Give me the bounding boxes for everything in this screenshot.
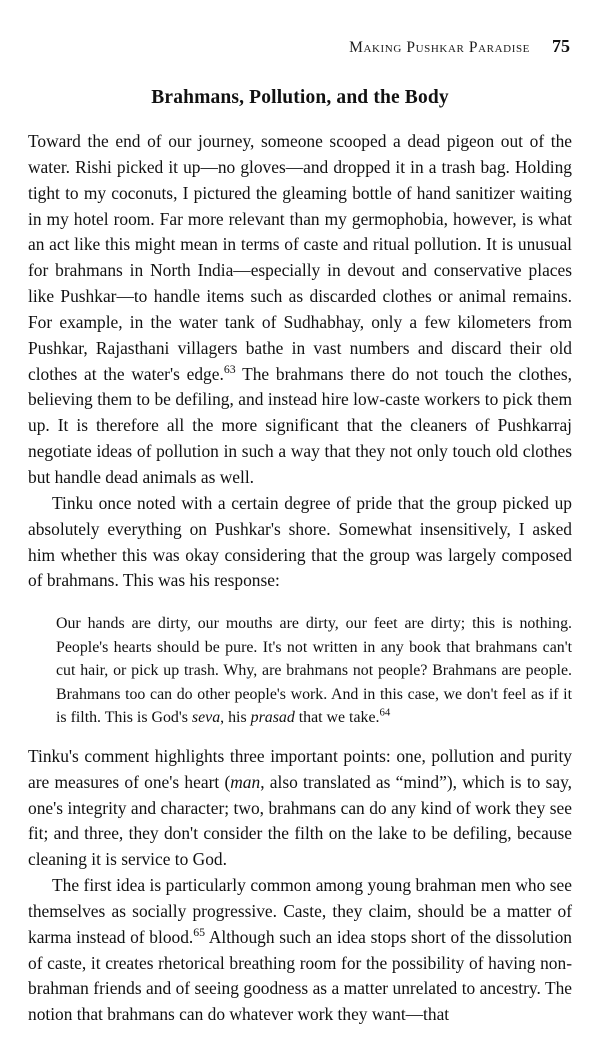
paragraph-4: [28, 873, 572, 1028]
section-title: Brahmans, Pollution, and the Body: [151, 87, 449, 108]
paragraph-3-part-b: , also translated as “mind”), which is to say, one's integrity and character; two, brahmans can do any kind of work they see fit; and three, they don't consider the filth on the lake to be defiling, because cleaning it is service to God.: [28, 771, 572, 870]
running-head: [28, 36, 570, 57]
paragraph-1-continued: The brahmans there do not touch the clothes, believing them to be defiling, and instead hire low-caste workers to pick them up. It is therefore all the more significant that the cleaners of Pushkarraj negotiate ideas of pollution in such a way that they not only touch old clothes but handle dead animals as well.: [28, 363, 572, 487]
footnote-marker-63: 63: [223, 361, 236, 376]
paragraph-3-emphasis-man: man: [230, 771, 261, 792]
block-quote-emphasis-seva: seva: [191, 709, 221, 727]
block-quote-part-c: that we take.: [294, 709, 380, 727]
paragraph-3-part-a: Tinku's comment highlights three important points: one, pollution and purity are measures of one's heart (: [28, 745, 572, 792]
block-quote-part-b: , his: [220, 709, 251, 727]
book-page: [0, 36, 600, 1057]
page-number: 75: [552, 36, 570, 56]
paragraph-1: [28, 129, 572, 491]
block-quote-text: [56, 612, 572, 730]
paragraph-4-part-a: The first idea is particularly common among young brahman men who see themselves as socially progressive. Caste, they claim, should be a matter of karma instead of blood.: [28, 875, 572, 947]
block-quote: [28, 612, 572, 730]
block-quote-part-a: Our hands are dirty, our mouths are dirty, our feet are dirty; this is nothing. People's hearts should be pure. It's not written in any book that brahmans can't cut hair, or pick up trash. Why, are brahmans not people? Brahmans are people. Brahmans too can do other people's work. And in this case, we don't feel as if it is filth. This is God's: [56, 615, 572, 727]
running-head-title: Making Pushkar Paradise: [349, 39, 530, 56]
footnote-marker-64: 64: [379, 707, 391, 720]
paragraph-1-text: Toward the end of our journey, someone scooped a dead pigeon out of the water. Rishi picked it up—no gloves—and dropped it in a trash bag. Holding tight to my coconuts, I pictured the gleaming bottle of hand sanitizer waiting in my hotel room. Far more relevant than my germophobia, however, is what an act like this might mean in terms of caste and ritual pollution. It is unusual for brahmans in North India—especially in devout and conservative places like Pushkar—to handle items such as discarded clothes or animal remains. For example, in the water tank of Sudhabhay, only a few kilometers from Pushkar, Rajasthani villagers bathe in vast numbers and discard their old clothes at the water's edge.: [28, 131, 572, 384]
footnote-marker-65: 65: [193, 924, 206, 939]
paragraph-4-part-b: Although such an idea stops short of the dissolution of caste, it creates rhetorical breathing room for the possibility of having non-brahman friends and of seeing goodness as a matter unrelated to ancestry. The notion that brahmans can do whatever work they want—that: [28, 926, 573, 1025]
paragraph-2: Tinku once noted with a certain degree of pride that the group picked up absolutely everything on Pushkar's shore. Somewhat insensitively, I asked him whether this was okay considering that the group was largely composed of brahmans. This was his response:: [28, 492, 572, 591]
block-quote-emphasis-prasad: prasad: [250, 709, 295, 727]
paragraph-3: [28, 744, 572, 873]
